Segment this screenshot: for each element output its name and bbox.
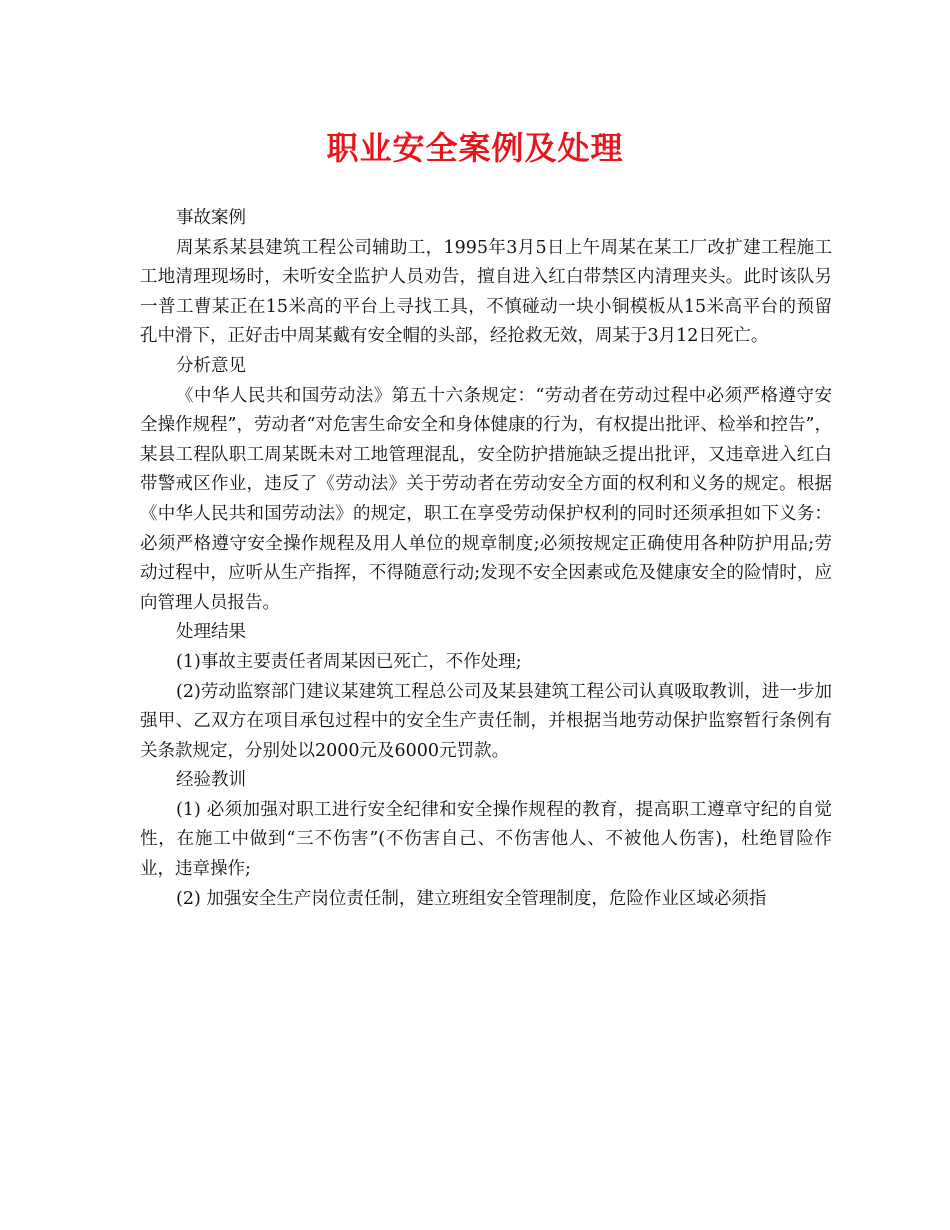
paragraph-accident-description: 周某系某县建筑工程公司辅助工，1995年3月5日上午周某在某工厂改扩建工程施工工地清理现场时，未听安全监护人员劝告，擅自进入红白带禁区内清理夹头。此时该队另一普工曹某正在15米高的平台上寻找工具，不慎碰动一块小铜模板从15米高平台的预留孔中滑下，正好击中周某戴有安全帽的头部，经抢救无效，周某于3月12日死亡。: [140, 237, 832, 347]
paragraph-lesson-1: (1) 必须加强对职工进行安全纪律和安全操作规程的教育，提高职工遵章守纪的自觉性，在施工中做到“三不伤害”(不伤害自己、不伤害他人、不被他人伤害)，杜绝冒险作业，违章操作;: [140, 799, 832, 880]
section-heading-analysis: 分析意见: [176, 355, 246, 376]
section-heading-result: 处理结果: [176, 622, 246, 643]
section-heading-accident-case: 事故案例: [176, 208, 246, 228]
document-body: [140, 204, 832, 914]
paragraph-lesson-2: (2) 加强安全生产岗位责任制，建立班组安全管理制度，危险作业区域必须指: [176, 888, 767, 909]
paragraph-result-1: (1)事故主要责任者周某因已死亡，不作处理;: [176, 651, 522, 672]
paragraph-analysis: 《中华人民共和国劳动法》第五十六条规定：“劳动者在劳动过程中必须严格遵守安全操作规程”，劳动者“对危害生命安全和身体健康的行为，有权提出批评、检举和控告”，某县工程队职工周某既未对工地管理混乱，安全防护措施缺乏提出批评，又违章进入红白带警戒区作业，违反了《劳动法》关于劳动者在劳动安全方面的权利和义务的规定。根据《中华人民共和国劳动法》的规定，职工在享受劳动保护权利的同时还须承担如下义务：必须严格遵守安全操作规程及用人单位的规章制度;必须按规定正确使用各种防护用品;劳动过程中，应听从生产指挥，不得随意行动;发现不安全因素或危及健康安全的险情时，应向管理人员报告。: [140, 385, 832, 613]
page-title: 职业安全案例及处理: [326, 129, 624, 167]
section-heading-lessons: 经验教训: [176, 770, 246, 791]
paragraph-result-2: (2)劳动监察部门建议某建筑工程总公司及某县建筑工程公司认真吸取教训，进一步加强甲、乙双方在项目承包过程中的安全生产责任制，并根据当地劳动保护监察暂行条例有关条款规定，分别处以2000元及6000元罚款。: [140, 681, 832, 761]
